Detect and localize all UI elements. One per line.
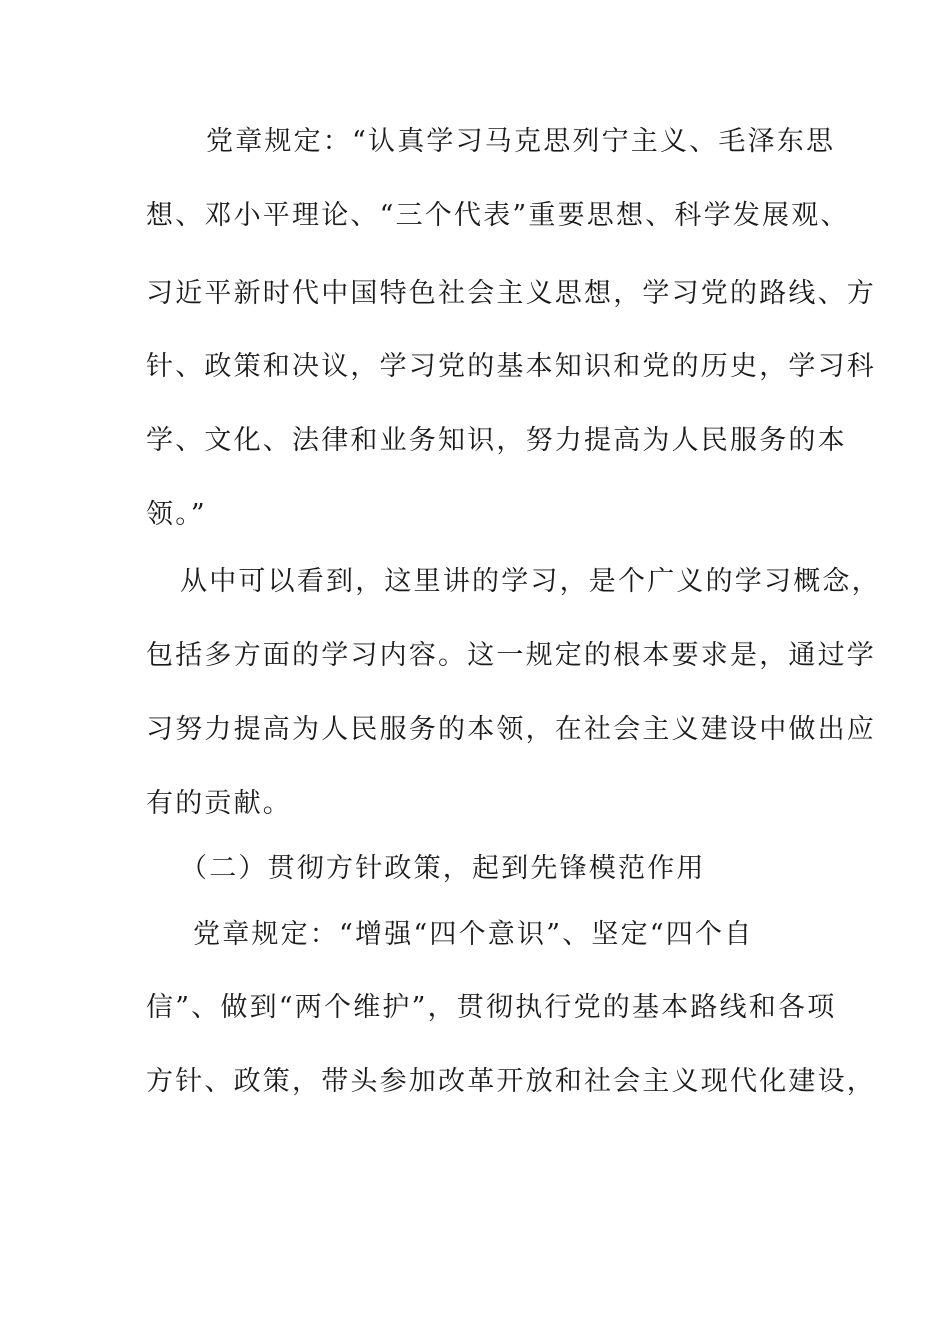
paragraph-line: 针、政策和决议，学习党的基本知识和党的历史，学习科 xyxy=(146,351,876,382)
paragraph-line: 包括多方面的学习内容。这一规定的根本要求是，通过学 xyxy=(146,640,876,671)
paragraph-line: 习努力提高为人民服务的本领，在社会主义建设中做出应 xyxy=(146,714,876,745)
paragraph-line: 党章规定：“增强“四个意识”、坚定“四个自 xyxy=(193,919,754,950)
paragraph-line: 学、文化、法律和业务知识，努力提高为人民服务的本 xyxy=(146,425,847,456)
paragraph-line: 方针、政策，带头参加改革开放和社会主义现代化建设， xyxy=(146,1066,876,1097)
paragraph-line: 有的贡献。 xyxy=(146,788,292,819)
paragraph-line: 习近平新时代中国特色社会主义思想，学习党的路线、方 xyxy=(146,278,876,309)
paragraph-line: 从中可以看到，这里讲的学习，是个广义的学习概念， xyxy=(180,566,881,597)
paragraph-line: 领。” xyxy=(146,499,207,530)
paragraph-line: 党章规定：“认真学习马克思列宁主义、毛泽东思 xyxy=(206,126,836,157)
section-heading: （二）贯彻方针政策，起到先锋模范作用 xyxy=(180,853,706,884)
paragraph-line: 信”、做到“两个维护”，贯彻执行党的基本路线和各项 xyxy=(146,992,837,1023)
paragraph-line: 想、邓小平理论、“三个代表”重要思想、科学发展观、 xyxy=(146,200,850,231)
